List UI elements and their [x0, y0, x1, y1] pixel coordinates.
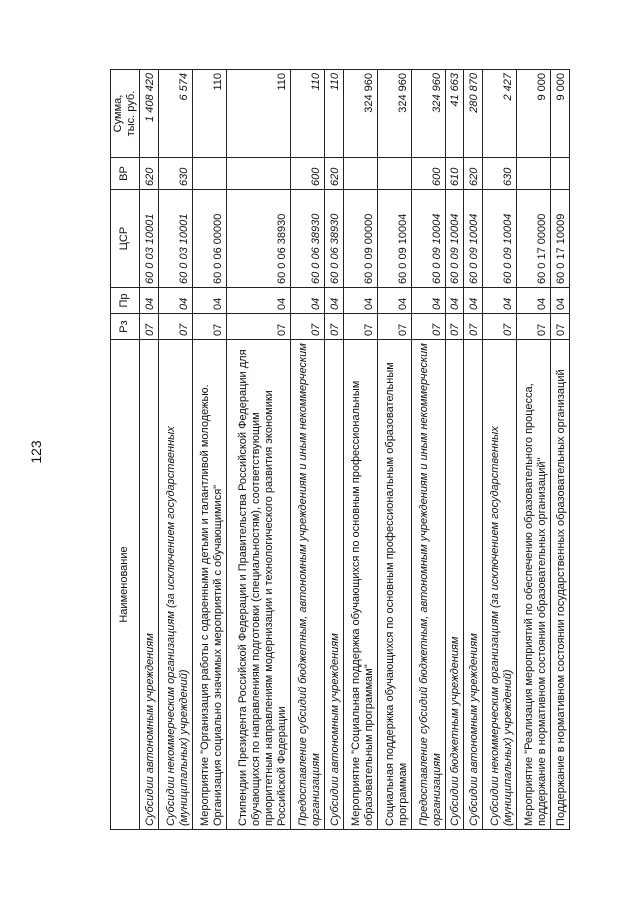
cell-rz: 07 — [377, 314, 411, 340]
table-row — [445, 70, 464, 830]
cell-pr: 04 — [445, 288, 464, 314]
cell-vr — [226, 158, 290, 190]
cell-sum: 110 — [325, 70, 344, 158]
cell-pr: 04 — [464, 288, 483, 314]
cell-vr: 600 — [411, 158, 445, 190]
cell-rz: 07 — [464, 314, 483, 340]
header-name: Наименование — [111, 340, 140, 830]
cell-name: Предоставление субсидий бюджетным, автономным учреждениям и иным некоммерческим организациям — [291, 340, 325, 830]
cell-rz: 07 — [411, 314, 445, 340]
table-row — [192, 70, 226, 830]
cell-pr: 04 — [139, 288, 158, 314]
cell-sum: 9 000 — [551, 70, 570, 158]
table-row — [377, 70, 411, 830]
cell-csr: 60 0 09 10004 — [377, 190, 411, 288]
table-row — [158, 70, 192, 830]
cell-sum: 324 960 — [377, 70, 411, 158]
cell-sum: 41 663 — [445, 70, 464, 158]
table-body — [139, 70, 569, 830]
cell-name: Мероприятие "Социальная поддержка обучающихся по основным профессиональным образовательным программам" — [343, 340, 377, 830]
table-row — [325, 70, 344, 830]
cell-name: Стипендии Президента Российской Федерации и Правительства Российской Федерации для обучающихся по направлениям подготовки (специальностям), соответствующим приоритетным направлениям модернизации и технологического развития экономики Российской Федерации — [226, 340, 290, 830]
cell-vr — [343, 158, 377, 190]
cell-csr: 60 0 06 38930 — [291, 190, 325, 288]
cell-pr: 04 — [192, 288, 226, 314]
cell-vr — [377, 158, 411, 190]
cell-csr: 60 0 17 00000 — [517, 190, 551, 288]
cell-name: Предоставление субсидий бюджетным, автономным учреждениям и иным некоммерческим организациям — [411, 340, 445, 830]
cell-sum: 1 408 420 — [139, 70, 158, 158]
cell-sum: 280 870 — [464, 70, 483, 158]
cell-sum: 110 — [226, 70, 290, 158]
cell-rz: 07 — [192, 314, 226, 340]
cell-name: Субсидии автономным учреждениям — [464, 340, 483, 830]
table-row — [139, 70, 158, 830]
cell-csr: 60 0 03 10001 — [139, 190, 158, 288]
cell-name: Мероприятие "Реализация мероприятий по обеспечению образовательного процесса, поддержание в нормативном состоянии образовательных организаций" — [517, 340, 551, 830]
cell-csr: 60 0 06 00000 — [192, 190, 226, 288]
cell-sum: 324 960 — [343, 70, 377, 158]
cell-vr — [551, 158, 570, 190]
table-row — [464, 70, 483, 830]
cell-name: Субсидии некоммерческим организациям (за исключением государственных (муниципальных) учреждений) — [158, 340, 192, 830]
header-pr: Пр — [111, 288, 140, 314]
cell-pr: 04 — [291, 288, 325, 314]
cell-rz: 07 — [483, 314, 517, 340]
cell-csr: 60 0 03 10001 — [158, 190, 192, 288]
cell-csr: 60 0 09 10004 — [483, 190, 517, 288]
cell-rz: 07 — [551, 314, 570, 340]
cell-vr: 630 — [483, 158, 517, 190]
table-row — [483, 70, 517, 830]
cell-csr: 60 0 17 10009 — [551, 190, 570, 288]
cell-sum: 2 427 — [483, 70, 517, 158]
table-row — [411, 70, 445, 830]
cell-vr — [517, 158, 551, 190]
cell-vr: 630 — [158, 158, 192, 190]
cell-sum: 324 960 — [411, 70, 445, 158]
table-header-row — [111, 70, 140, 830]
cell-rz: 07 — [226, 314, 290, 340]
cell-sum: 9 000 — [517, 70, 551, 158]
table-row — [551, 70, 570, 830]
cell-pr: 04 — [377, 288, 411, 314]
cell-pr: 04 — [226, 288, 290, 314]
cell-sum: 6 574 — [158, 70, 192, 158]
cell-name: Мероприятие "Организация работы с одаренными детьми и талантливой молодежью. Организация социально значимых мероприятий с обучающимися" — [192, 340, 226, 830]
cell-vr: 610 — [445, 158, 464, 190]
header-csr: ЦСР — [111, 190, 140, 288]
cell-csr: 60 0 09 10004 — [411, 190, 445, 288]
table-row — [343, 70, 377, 830]
cell-vr — [192, 158, 226, 190]
header-vr: ВР — [111, 158, 140, 190]
cell-vr: 620 — [325, 158, 344, 190]
cell-rz: 07 — [325, 314, 344, 340]
budget-table — [110, 69, 570, 830]
cell-rz: 07 — [291, 314, 325, 340]
cell-rz: 07 — [445, 314, 464, 340]
cell-csr: 60 0 09 00000 — [343, 190, 377, 288]
cell-name: Субсидии автономным учреждениям — [139, 340, 158, 830]
cell-pr: 04 — [551, 288, 570, 314]
cell-csr: 60 0 06 38930 — [226, 190, 290, 288]
cell-name: Поддержание в нормативном состоянии государственных образовательных организаций — [551, 340, 570, 830]
cell-name: Социальная поддержка обучающихся по основным профессиональным образовательным программам — [377, 340, 411, 830]
cell-csr: 60 0 09 10004 — [445, 190, 464, 288]
cell-csr: 60 0 09 10004 — [464, 190, 483, 288]
page-number: 123 — [28, 440, 44, 464]
cell-pr: 04 — [343, 288, 377, 314]
cell-name: Субсидии бюджетным учреждениям — [445, 340, 464, 830]
header-rz: Рз — [111, 314, 140, 340]
cell-rz: 07 — [139, 314, 158, 340]
cell-vr: 600 — [291, 158, 325, 190]
cell-rz: 07 — [343, 314, 377, 340]
table-row — [517, 70, 551, 830]
cell-vr: 620 — [464, 158, 483, 190]
table-row — [291, 70, 325, 830]
cell-sum: 110 — [192, 70, 226, 158]
cell-csr: 60 0 06 38930 — [325, 190, 344, 288]
cell-name: Субсидии некоммерческим организациям (за исключением государственных (муниципальных) учреждений) — [483, 340, 517, 830]
table-row — [226, 70, 290, 830]
cell-pr: 04 — [158, 288, 192, 314]
cell-pr: 04 — [483, 288, 517, 314]
cell-pr: 04 — [325, 288, 344, 314]
cell-vr: 620 — [139, 158, 158, 190]
cell-pr: 04 — [411, 288, 445, 314]
cell-pr: 04 — [517, 288, 551, 314]
budget-table-wrapper — [110, 70, 570, 830]
cell-rz: 07 — [517, 314, 551, 340]
cell-sum: 110 — [291, 70, 325, 158]
cell-name: Субсидии автономным учреждениям — [325, 340, 344, 830]
cell-rz: 07 — [158, 314, 192, 340]
header-sum: Сумма, тыс. руб. — [111, 70, 140, 158]
